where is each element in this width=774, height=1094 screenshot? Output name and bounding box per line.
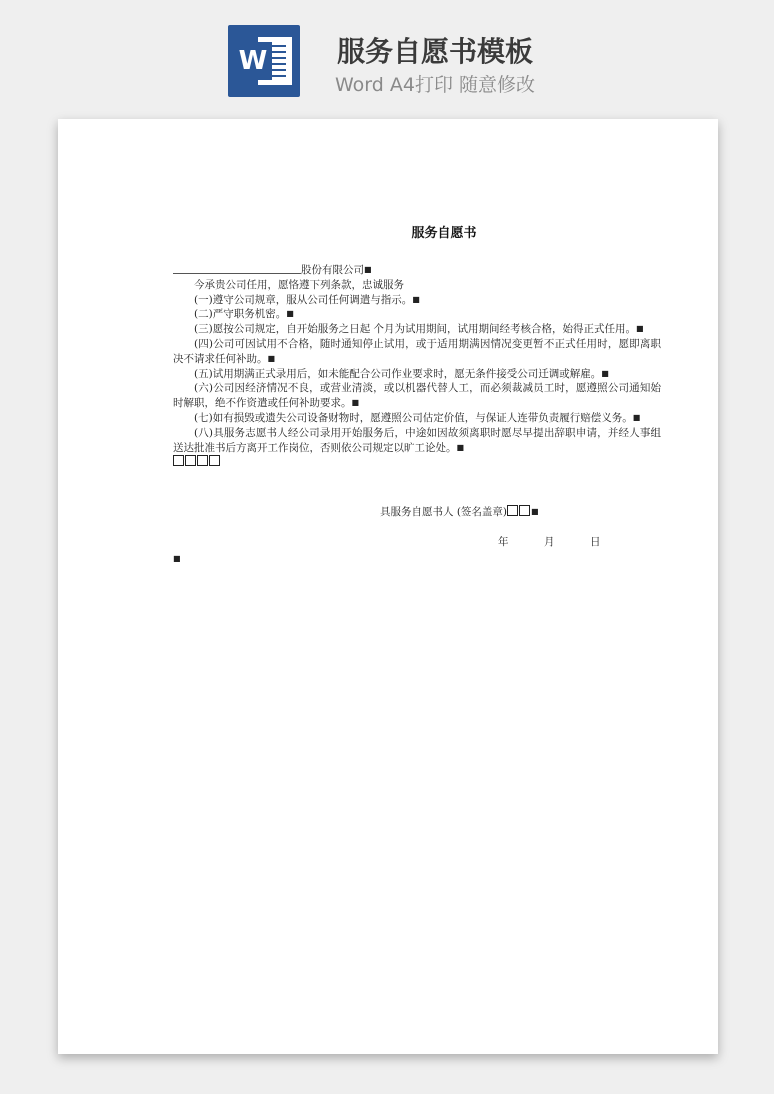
end-mark: ■ [173,554,181,563]
page-subtitle: Word A4打印 随意修改 [334,74,535,96]
paragraph-intro: 今承贵公司任用，愿恪遵下列条款，忠诚服务 [194,278,404,291]
clause-6: (六)公司因经济情况不良，或营业清淡，或以机器代替人工，而必须裁减员工时，愿遵照公司通知始时解职，绝不作资遣或任何补助要求。■ [173,382,661,410]
clause-2: (二)严守职务机密。■ [194,308,294,321]
page-header [0,0,774,110]
clause-4: (四)公司可因试用不合格，随时通知停止试用，或于适用期满因情况变更暂不正式任用时，愿即离职决不请求任何补助。■ [173,337,661,365]
paragraph-mark: ■ [364,265,372,274]
word-letter: W [234,42,272,80]
document-page [58,119,718,1054]
placeholder-boxes [173,455,661,470]
date-month: 月 [544,536,555,548]
date-year: 年 [498,536,509,548]
company-name-blank [173,262,301,274]
date-line [498,535,636,550]
page-title: 服务自愿书模板 [336,35,533,68]
document-body [173,262,661,470]
clause-8: (八)具服务志愿书人经公司录用开始服务后，中途如因故须离职时愿尽早提出辞职申请，并经人事组送达批准书后方离开工作岗位，否则依公司规定以旷工论处。■ [173,426,661,454]
clause-3: (三)愿按公司规定，自开始服务之日起 个月为试用期间，试用期间经考核合格，始得正式任用。■ [194,323,644,336]
signature-line: 具服务自愿书人 (签名盖章) ■ [380,506,539,518]
clause-7: (七)如有损毁或遗失公司设备财物时，愿遵照公司估定价值，与保证人连带负责履行赔偿义务。■ [194,411,641,424]
document-title: 服务自愿书 [411,226,477,241]
clause-1: (一)遵守公司规章，服从公司任何调遣与指示。■ [194,293,420,306]
word-icon [228,25,300,97]
clause-5: (五)试用期满正式录用后，如未能配合公司作业要求时，愿无条件接受公司迁调或解雇。■ [194,367,609,380]
company-line: 股份有限公司■ [173,262,661,278]
date-day: 日 [590,536,601,548]
